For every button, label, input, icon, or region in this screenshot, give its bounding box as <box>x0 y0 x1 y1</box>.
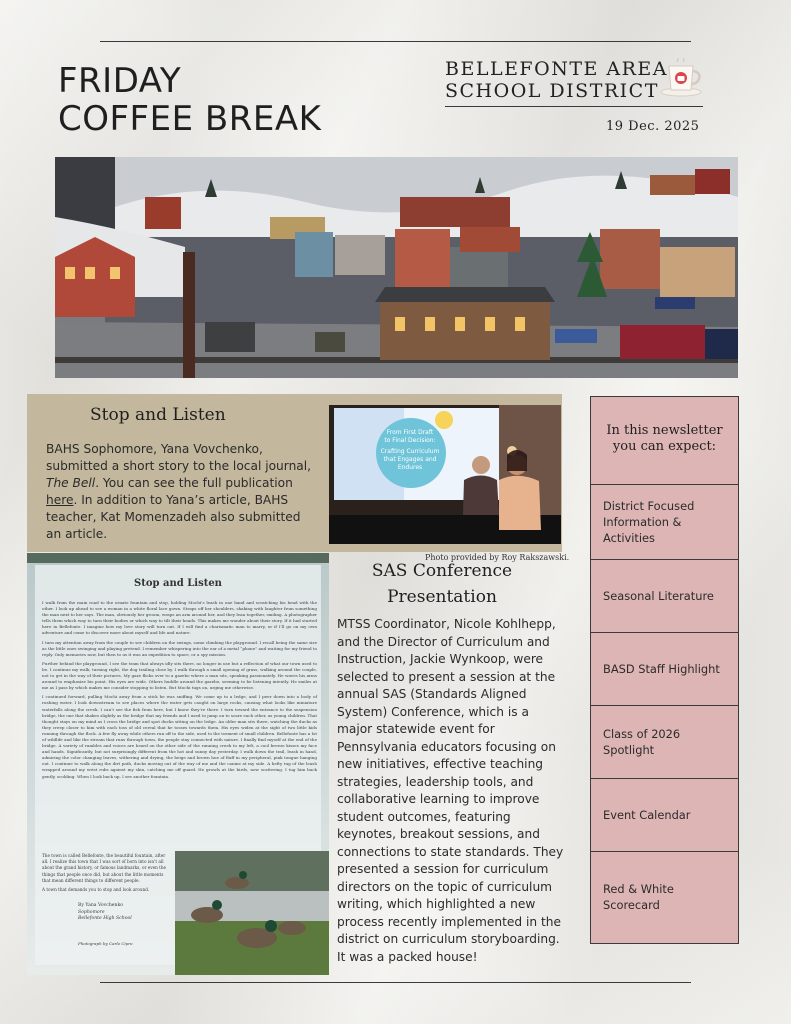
sas-title-line-1: SAS Conference <box>371 561 513 581</box>
masthead-rule <box>445 106 703 107</box>
journal-name: The Bell <box>46 476 96 490</box>
contents-heading-line-1: In this newsletter <box>606 423 723 438</box>
issue-date: 19 Dec. 2025 <box>606 119 700 134</box>
newsletter-contents-panel <box>590 396 739 944</box>
story-paragraph-3: Further behind the playground, I see the tram that always idly sits there, no longer in use but a reflection of what our town used to be. I continue my walk, turning right, the dog trailing close by. I walk through a small opening of grass, walking around the couple, not to get in the way of their pictures. My gaze flicks over to a gazebo where a man sits, speaking passionately. He waves his arms around to emphasize his point. His eyes are wide. Others huddle around the gazebo, seeming to be listening intently. He smiles at me as I pass by which makes me consider stopping to listen. But Mochi tugs on, urging me otherwise. <box>42 660 317 691</box>
contents-item-label: Event Calendar <box>603 808 691 822</box>
story-paragraph-6: A town that demands you to stop and look around. <box>42 887 150 893</box>
top-rule <box>100 41 691 42</box>
photo-credit: Photo provided by Roy Rakszawski. <box>425 553 570 562</box>
contents-heading-line-2: you can expect: <box>612 439 717 454</box>
byline-role: Sophomore <box>78 909 105 915</box>
contents-item-district-focused[interactable] <box>591 485 738 560</box>
slide-line-4: that Engages and <box>383 456 437 463</box>
contents-item-label: District Focused Information & Activities <box>603 499 695 545</box>
stop-body-part-1: BAHS Sophomore, Yana Vovchenko, submitted a short story to the local journal, <box>46 442 312 473</box>
conference-presenters-photo <box>329 405 561 544</box>
story-page-title: Stop and Listen <box>134 578 222 589</box>
contents-heading <box>591 397 738 485</box>
holiday-train-village-photo <box>55 157 738 378</box>
contents-item-label: Class of 2026 Spotlight <box>603 727 681 757</box>
sas-conference-text: MTSS Coordinator, Nicole Kohlhepp, and the Director of Curriculum and Instruction, Jackie Wynkoop, were selected to present a session at the annual SAS (Standards Aligned System) Conference, which is a major statewide event for Pennsylvania educators focusing on new initiatives, effective teaching strategies, leadership tools, and collaborative learning to improve student outcomes, featuring keynotes, breakout sessions, and connections to state standards. They presented a session for curriculum directors on the topic of curriculum writing, which highlighted a new process recently implemented in the district on curriculum storyboarding. It was a packed house! <box>337 617 564 964</box>
district-name <box>445 58 668 102</box>
stop-body-part-3: . In addition to Yana’s article, BAHS teacher, Kat Momenzadeh also submitted an article. <box>46 493 301 541</box>
stop-body-part-2: . You can see the full publication <box>95 476 293 490</box>
publication-link[interactable]: here <box>46 493 74 507</box>
title-line-1: FRIDAY <box>58 61 182 101</box>
contents-item-event-calendar[interactable] <box>591 779 738 852</box>
story-paragraph-2: I turn my attention away from the couple to see children on the swings, some climbing the playground. I recall being the same size as the little ones swinging and playing pretend. I remember whispering into the ear of a metal “phone” and waiting for my friend to reply. Only memories now, but then to us it was an expedition to space, or a spy mission. <box>42 639 317 657</box>
story-page-closing <box>42 853 170 947</box>
story-photo-caption: Photograph by Carlo Cipro <box>78 941 133 946</box>
newsletter-title <box>58 62 321 138</box>
sas-conference-heading <box>362 558 522 610</box>
contents-item-label: BASD Staff Highlight <box>603 662 720 676</box>
slide-line-1: From First Draft <box>386 429 434 436</box>
byline-school: Bellefonte High School <box>78 916 132 922</box>
byline-author: By Yana Vovchenko <box>78 903 124 909</box>
story-paragraph-4: I continued forward, pulling Mochi away from a stick he was sniffing. We come up to a ledge, and I peer down into a body of rushing water. I look downstream to see places where the water gets caught on large rocks, causing what looks like miniature waterfalls along the creek. I can’t see the fish from here, but I know they’re there. I turn toward the entrance to the suspension bridge, the one that shakes slightly as the bridge that my friends and I used to jump on to scare each other, as young children. That thought stays on my mind as I cross the bridge and spot ducks sitting on the ledge. An older man sits there, watching the ducks as they creep closer to him with each toss of old cereal that he tosses towards them. His eyes widen at the sight of two little kids running through the flock. A few fly away while others run off to the side, used to the torment of small children. Bellefonte has a lot of wildlife and like the stream that runs through town, the people stay connected with nature. I finally find myself at the end of the bridge. A variety of rumbles and voices are heard on the other side of the running creek to my left, a cool breeze kisses my face and hands. Significantly, but not surprisingly different from the hot and sunny day yesterday. I walk down the trail, leash in hand, admiring the color changing leaves, withering and drying, the beige and brown hue of fluff in my peripheral, pink tongue hanging out. I continue to walk along the dirt path, ducks moving out of the way of me and the canine at my side. A hefty tug of the leash wrapped around my wrist rubs against my skin, catching me off guard. He growls at the birds, now scattering. I tug him back gently, scolding. When I look back up, I see another fountain. <box>42 694 317 779</box>
story-page-body <box>42 600 317 783</box>
slide-line-5: Endures <box>397 464 423 471</box>
slide-line-3: Crafting Curriculum <box>380 448 440 455</box>
slide-line-2: to Final Decision: <box>384 437 436 444</box>
bottom-rule <box>100 982 691 983</box>
story-paragraph-1: I walk from the main road to the ornate fountain and stop, holding Mochi’s leash in one hand and scratching his head with the other. I look up ahead to see a woman in a white floral lace gown. Straps off her shoulders, shaking with laughter from something the man next to her says. The man, obviously her groom, wraps an arm around her, and they lean together, smiling. A photographer tells them which way to turn their bodies or which way to tilt their heads. This makes me wonder about their story. If it had started here in Bellefonte. I imagine how my love story will turn out. If I will find a charismatic man to marry, or if I’ll go on my own adventure and come to discover more about myself and life and nature. <box>42 600 317 636</box>
slide-text <box>365 429 455 472</box>
coffee-cup-icon <box>659 58 703 98</box>
contents-item-seasonal-literature[interactable] <box>591 560 738 633</box>
district-line-1: BELLEFONTE AREA <box>445 58 669 80</box>
stop-and-listen-text <box>46 441 316 543</box>
contents-item-scorecard[interactable] <box>591 852 738 942</box>
sas-title-line-2: Presentation <box>387 587 497 607</box>
story-paragraph-5: The town is called Bellefonte, the beautiful fountain, after all. I realize this town that I was sort of born into isn’t all about the grand history, or famous landmarks, or even the things that people once did, but about the little moments that mean different things to different people. <box>42 853 167 883</box>
contents-item-label: Red & White Scorecard <box>603 882 674 912</box>
stop-and-listen-heading: Stop and Listen <box>90 405 226 425</box>
contents-item-staff-highlight[interactable] <box>591 633 738 706</box>
district-line-2: SCHOOL DISTRICT <box>445 80 659 102</box>
story-page-image[interactable] <box>27 553 329 975</box>
story-byline <box>42 903 170 923</box>
contents-item-class-spotlight[interactable] <box>591 706 738 779</box>
title-line-2: COFFEE BREAK <box>58 99 322 139</box>
contents-item-label: Seasonal Literature <box>603 589 714 603</box>
